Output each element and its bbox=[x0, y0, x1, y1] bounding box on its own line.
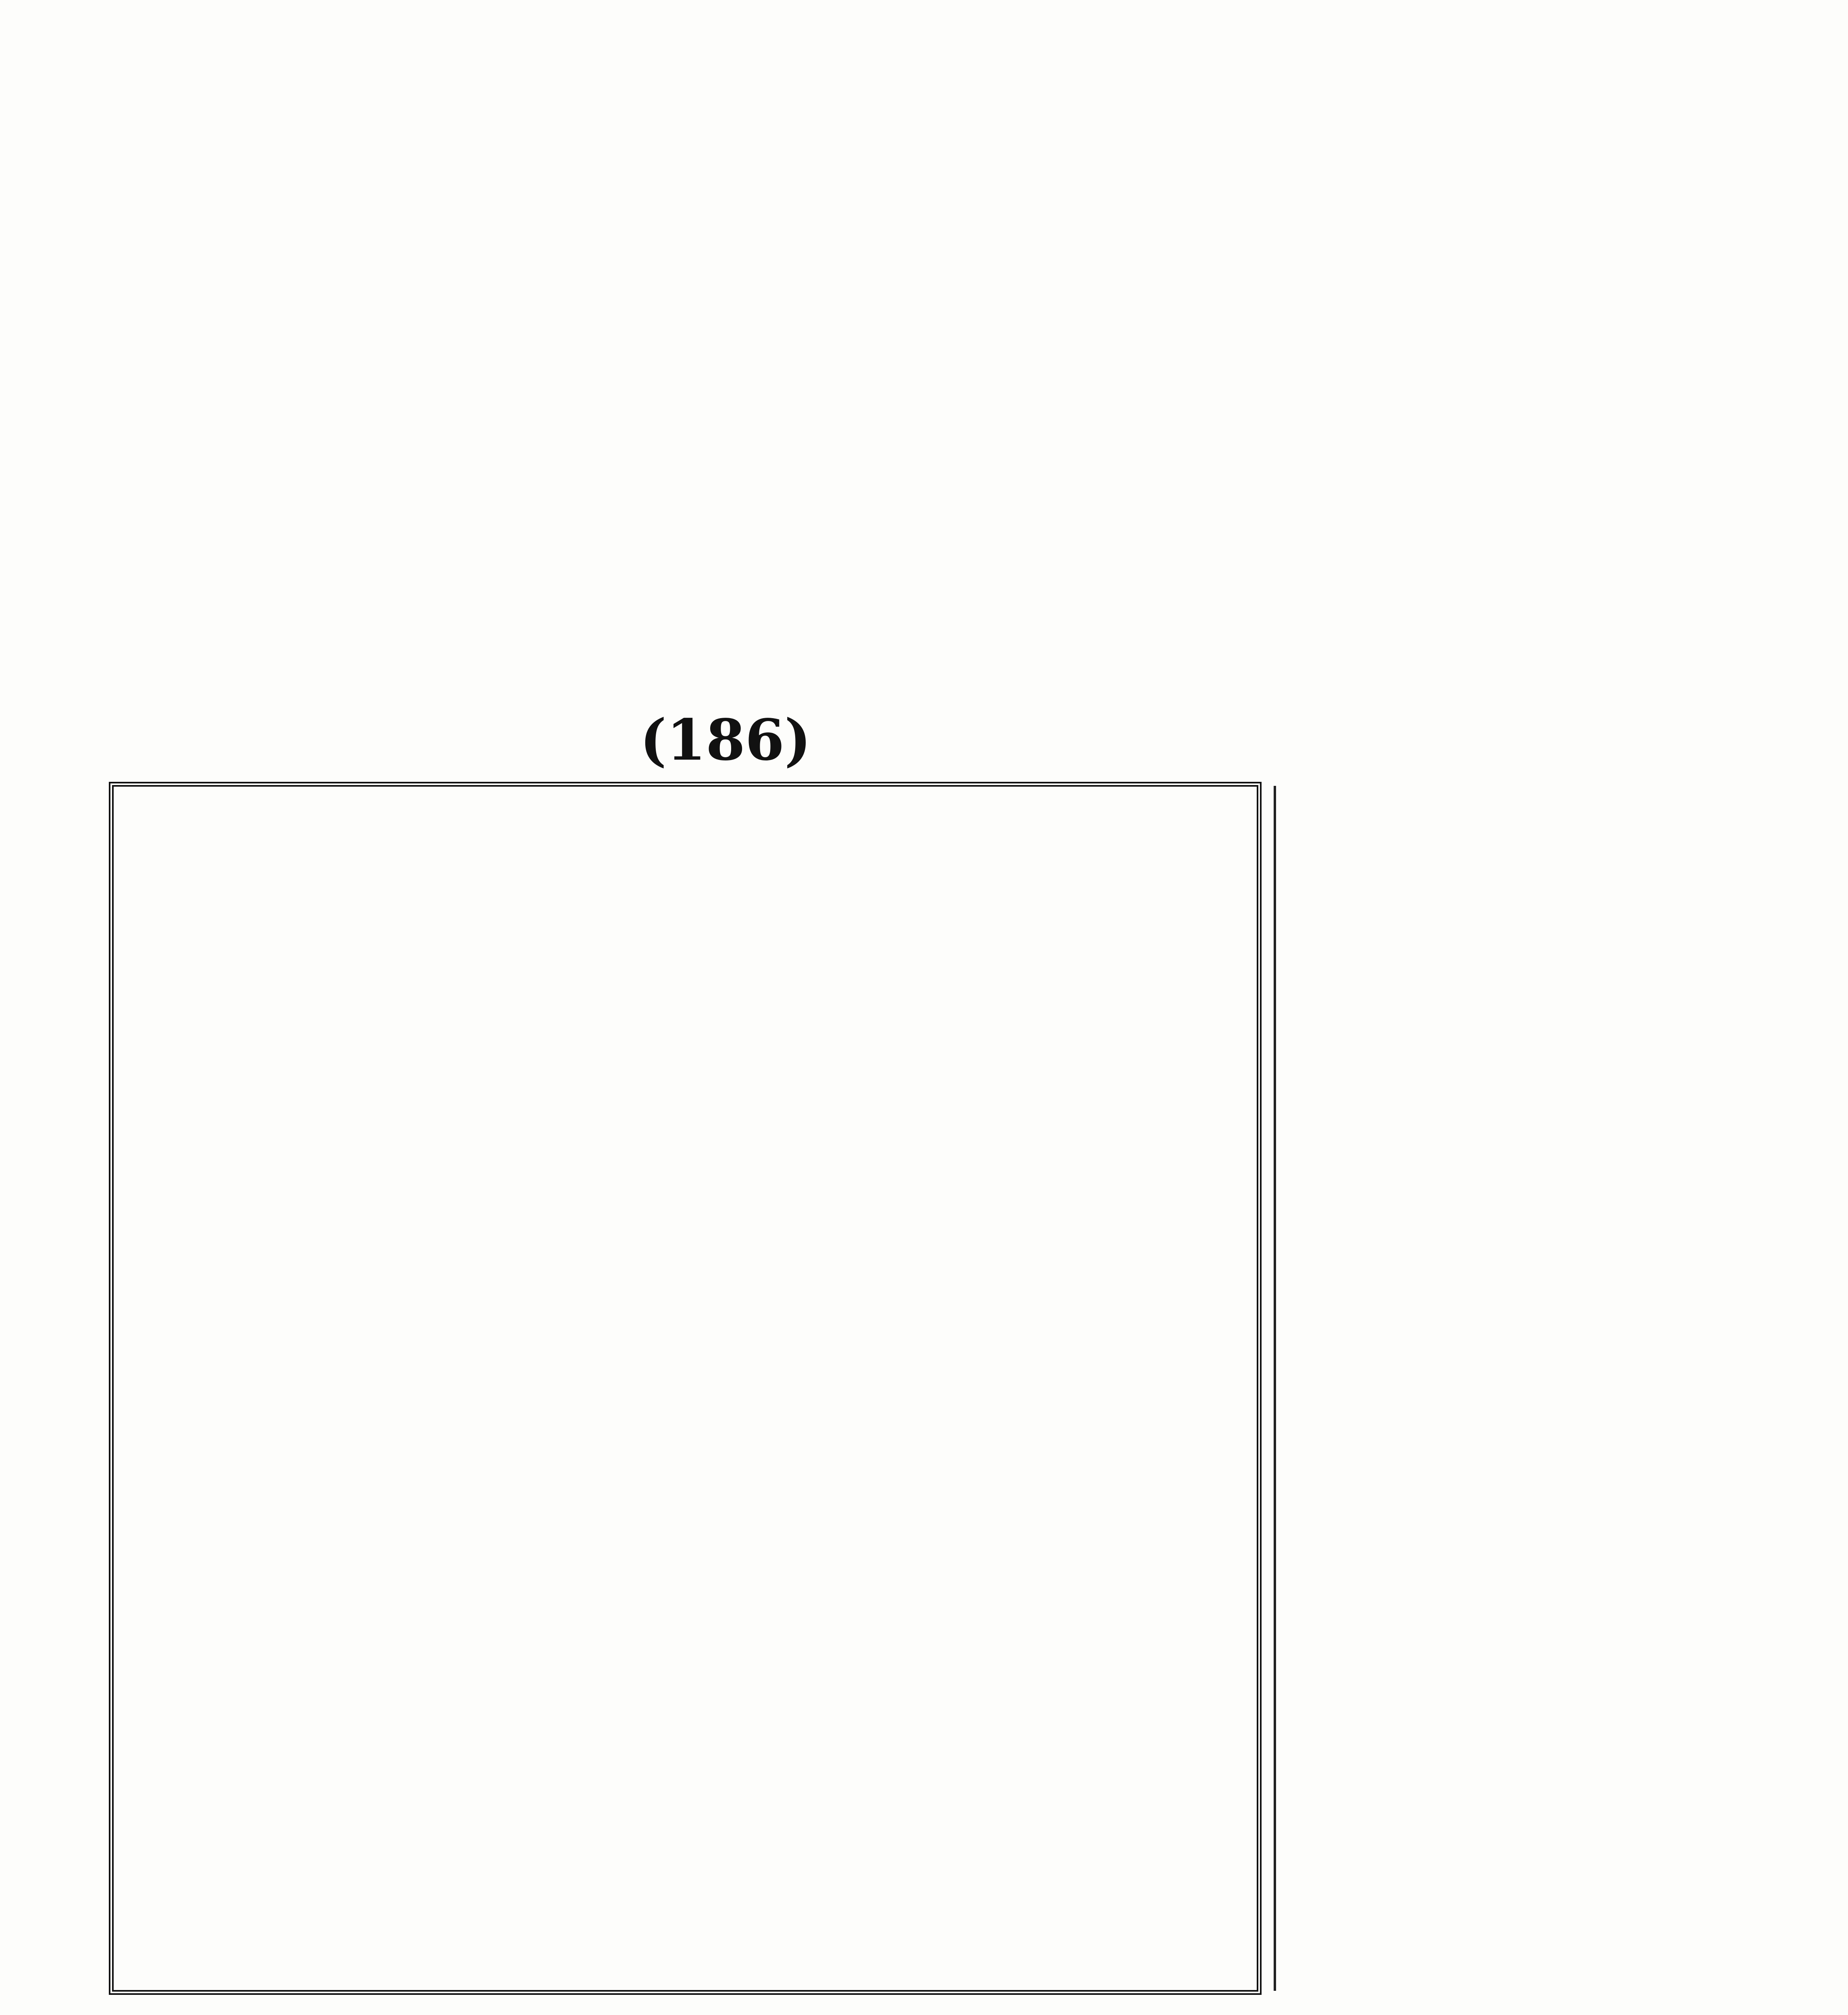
page-number: (186) bbox=[640, 707, 811, 773]
main-text-line bbox=[111, 798, 1256, 843]
top-commentary-line bbox=[111, 584, 1715, 633]
main-text-line bbox=[111, 1249, 1256, 1294]
main-text-line bbox=[111, 1746, 1256, 1791]
top-commentary-line bbox=[111, 197, 1715, 246]
margin-commentary-line bbox=[1284, 1340, 1715, 1385]
margin-commentary-line bbox=[1284, 1791, 1715, 1836]
main-text-line bbox=[111, 1114, 1256, 1159]
main-text-line bbox=[111, 1204, 1256, 1249]
top-commentary-line bbox=[111, 439, 1715, 488]
margin-commentary-line bbox=[1284, 1159, 1715, 1204]
main-text-line bbox=[111, 1791, 1256, 1836]
margin-commentary-line bbox=[1284, 1024, 1715, 1069]
main-text-line bbox=[111, 1701, 1256, 1746]
main-text-line bbox=[111, 888, 1256, 933]
margin-commentary-line bbox=[1284, 1746, 1715, 1791]
margin-commentary-line bbox=[1284, 1565, 1715, 1610]
main-text-line bbox=[111, 1475, 1256, 1520]
main-text-line bbox=[111, 1836, 1256, 1881]
margin-commentary-line bbox=[1284, 1430, 1715, 1475]
margin-commentary-line bbox=[1284, 1475, 1715, 1520]
main-text-line bbox=[111, 1430, 1256, 1475]
margin-commentary-line bbox=[1284, 843, 1715, 888]
top-commentary-line bbox=[111, 536, 1715, 584]
margin-commentary-line bbox=[1284, 1294, 1715, 1340]
margin-commentary-line bbox=[1284, 798, 1715, 843]
top-commentary-line bbox=[111, 681, 1715, 729]
margin-commentary-line bbox=[1284, 1701, 1715, 1746]
main-text-line bbox=[111, 933, 1256, 978]
margin-commentary-line bbox=[1284, 1656, 1715, 1701]
top-commentary-line bbox=[111, 633, 1715, 681]
margin-commentary-line bbox=[1284, 1836, 1715, 1881]
main-text-line bbox=[111, 843, 1256, 888]
main-text-line bbox=[111, 1294, 1256, 1340]
top-commentary-line bbox=[111, 343, 1715, 391]
main-text-line bbox=[111, 1656, 1256, 1701]
column-divider bbox=[1274, 786, 1276, 1991]
margin-commentary-line bbox=[1284, 1610, 1715, 1656]
margin-commentary-line bbox=[1284, 978, 1715, 1024]
top-commentary-line bbox=[111, 488, 1715, 536]
margin-commentary-line bbox=[1284, 1881, 1715, 1926]
margin-commentary-line bbox=[1284, 888, 1715, 933]
margin-commentary-line bbox=[1284, 1520, 1715, 1565]
margin-commentary-line bbox=[1284, 1204, 1715, 1249]
main-text-line bbox=[111, 1881, 1256, 1926]
margin-commentary-line bbox=[1284, 1385, 1715, 1430]
margin-commentary-line bbox=[1284, 933, 1715, 978]
top-commentary-line bbox=[111, 729, 1715, 778]
main-text-line bbox=[111, 1340, 1256, 1385]
main-text-line bbox=[111, 1385, 1256, 1430]
main-text-line bbox=[111, 1069, 1256, 1114]
margin-commentary-line bbox=[1284, 1069, 1715, 1114]
main-text-line bbox=[111, 1610, 1256, 1656]
margin-commentary-line bbox=[1284, 1926, 1715, 1971]
main-text-line bbox=[111, 1159, 1256, 1204]
top-commentary-line bbox=[111, 391, 1715, 439]
top-commentary-line bbox=[111, 149, 1715, 197]
main-text-line bbox=[111, 1926, 1256, 1971]
margin-commentary-line bbox=[1284, 1114, 1715, 1159]
margin-commentary-line bbox=[1284, 1249, 1715, 1294]
main-text-line bbox=[111, 1565, 1256, 1610]
top-commentary-line bbox=[111, 246, 1715, 294]
main-text-line bbox=[111, 978, 1256, 1024]
top-commentary-line bbox=[111, 294, 1715, 343]
main-text-line bbox=[111, 1024, 1256, 1069]
bottom-commentary-line bbox=[111, 1973, 1715, 2015]
main-text-line bbox=[111, 1520, 1256, 1565]
